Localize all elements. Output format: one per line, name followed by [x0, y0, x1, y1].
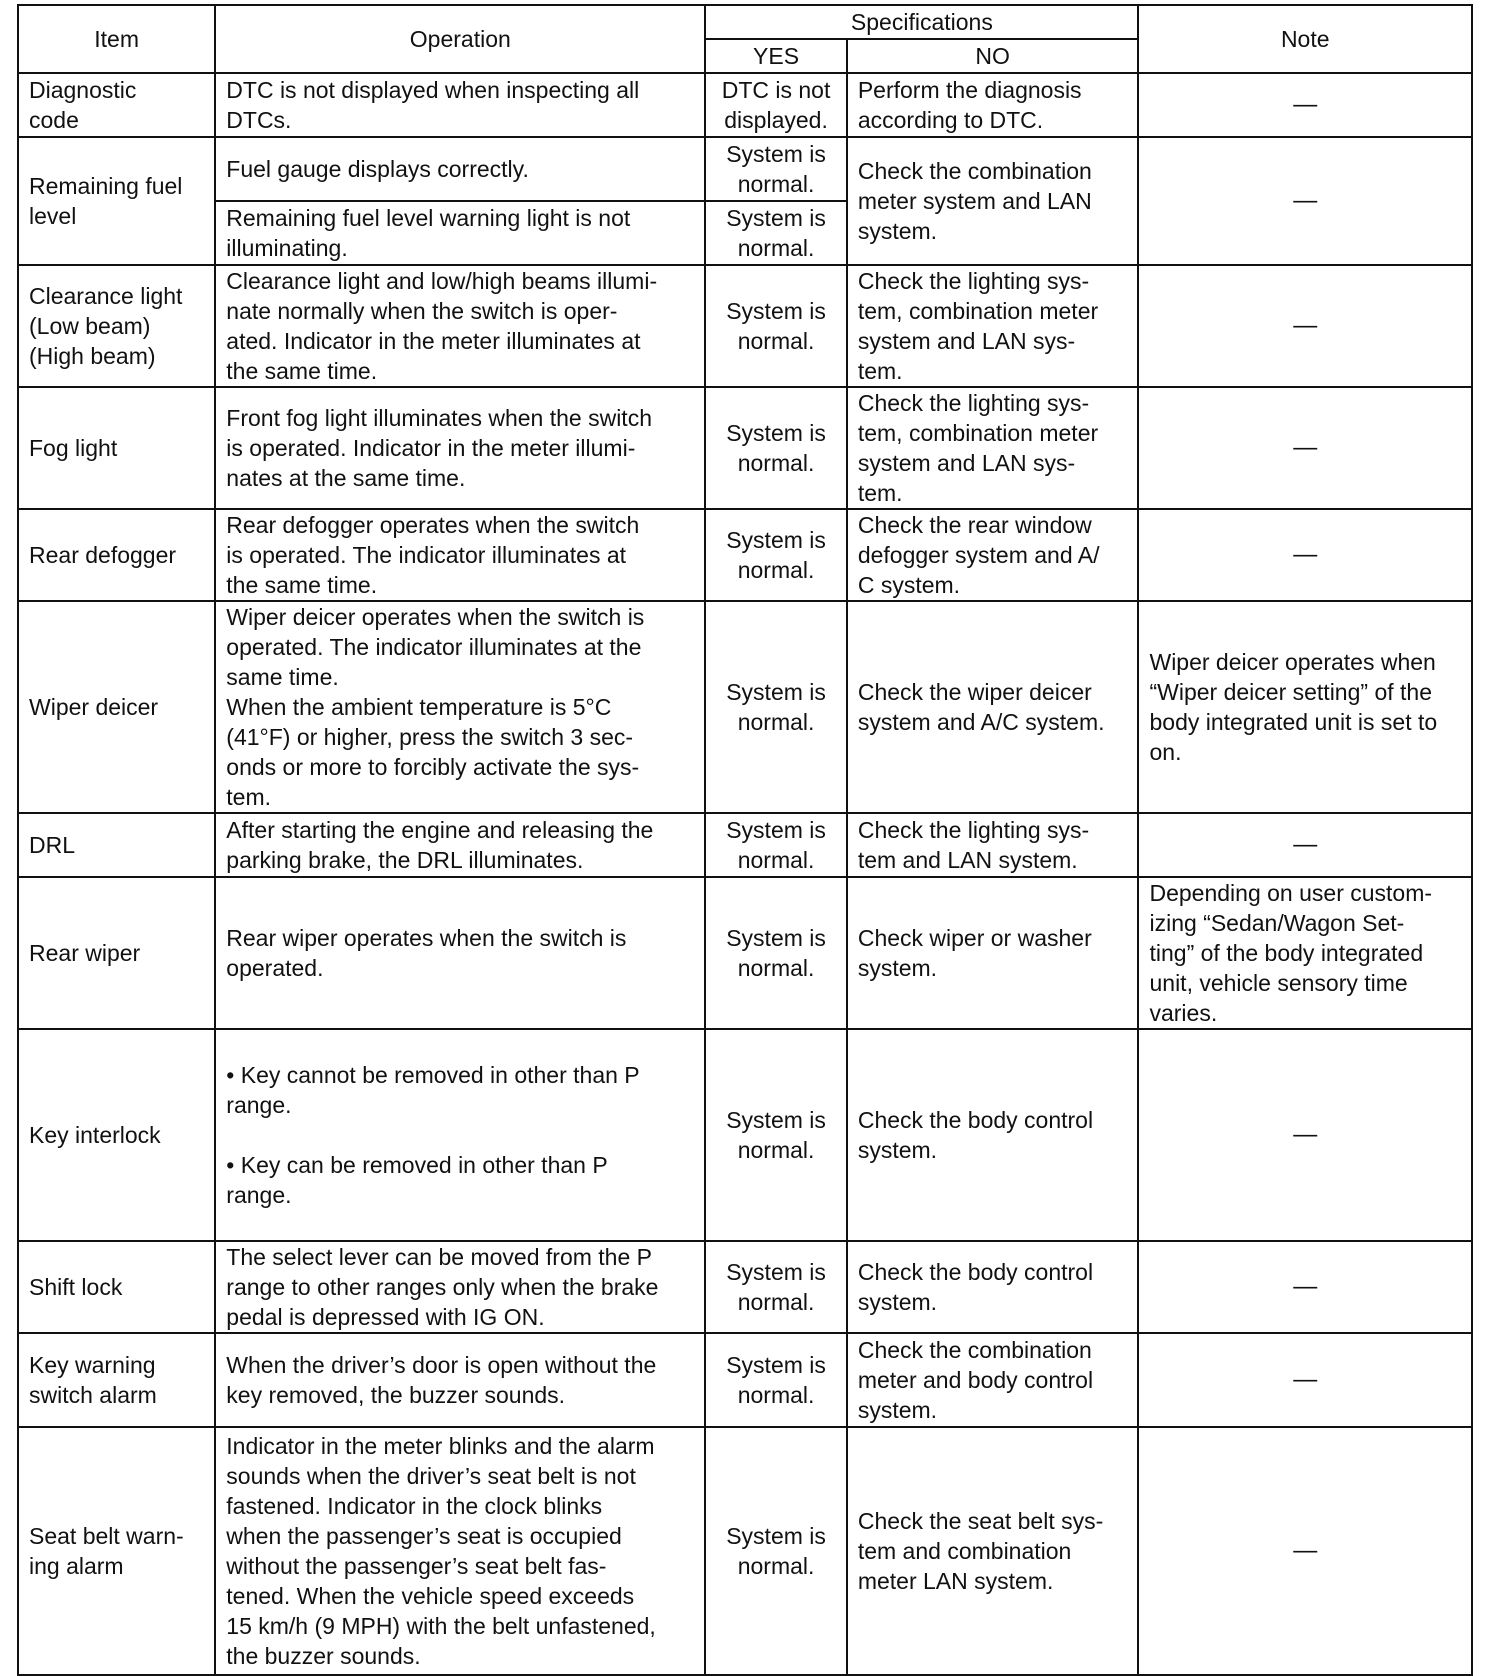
operation-cell: The select lever can be moved from the P range to other ranges only when the brake pedal is depressed with IG ON.: [215, 1241, 705, 1333]
item-cell: Rear defogger: [18, 509, 215, 601]
bullet-item: • Key can be removed in other than P range.: [226, 1152, 608, 1208]
note-cell: —: [1138, 265, 1472, 387]
table-row: [18, 813, 1472, 877]
table-row: [18, 877, 1472, 1029]
table-row: [18, 1427, 1472, 1675]
item-cell: Clearance light (Low beam) (High beam): [18, 265, 215, 387]
header-yes: YES: [705, 39, 847, 73]
operation-cell: After starting the engine and releasing the parking brake, the DRL illuminates.: [215, 813, 705, 877]
header-item: Item: [18, 5, 215, 73]
operation-cell: Rear defogger operates when the switch is operated. The indicator illuminates at the same time.: [215, 509, 705, 601]
item-cell: Key interlock: [18, 1029, 215, 1241]
table-row: [18, 73, 1472, 137]
yes-cell: System is normal.: [705, 201, 847, 265]
yes-cell: System is normal.: [705, 387, 847, 509]
header-operation: Operation: [215, 5, 705, 73]
note-cell: —: [1138, 509, 1472, 601]
table-row: [18, 1333, 1472, 1427]
bullet-item: • Key cannot be removed in other than P range.: [226, 1062, 640, 1118]
yes-cell: System is normal.: [705, 1427, 847, 1675]
no-cell: Check the body control system.: [847, 1241, 1139, 1333]
note-cell: Depending on user custom- izing “Sedan/Wagon Set- ting” of the body integrated unit, vehicle sensory time varies.: [1138, 877, 1472, 1029]
yes-cell: System is normal.: [705, 509, 847, 601]
operation-cell: Fuel gauge displays correctly.: [215, 137, 705, 201]
operation-cell: Remaining fuel level warning light is not illuminating.: [215, 201, 705, 265]
no-cell: Check wiper or washer system.: [847, 877, 1139, 1029]
item-cell: Diagnostic code: [18, 73, 215, 137]
note-cell: —: [1138, 387, 1472, 509]
item-cell: Remaining fuel level: [18, 137, 215, 265]
no-cell: Check the seat belt sys- tem and combination meter LAN system.: [847, 1427, 1139, 1675]
item-cell: Wiper deicer: [18, 601, 215, 813]
operation-cell: Clearance light and low/high beams illumi- nate normally when the switch is oper- ated. Indicator in the meter illuminates at the same time.: [215, 265, 705, 387]
operation-cell: DTC is not displayed when inspecting all DTCs.: [215, 73, 705, 137]
operation-cell: When the driver’s door is open without the key removed, the buzzer sounds.: [215, 1333, 705, 1427]
specification-table: [17, 4, 1473, 1676]
no-cell: Perform the diagnosis according to DTC.: [847, 73, 1139, 137]
header-note: Note: [1138, 5, 1472, 73]
note-cell: —: [1138, 1241, 1472, 1333]
yes-cell: System is normal.: [705, 1241, 847, 1333]
table-header: [18, 5, 1472, 73]
operation-cell: Front fog light illuminates when the switch is operated. Indicator in the meter illumi- nates at the same time.: [215, 387, 705, 509]
no-cell: Check the lighting sys- tem, combination meter system and LAN sys- tem.: [847, 265, 1139, 387]
yes-cell: DTC is not displayed.: [705, 73, 847, 137]
no-cell: Check the wiper deicer system and A/C system.: [847, 601, 1139, 813]
operation-cell: Indicator in the meter blinks and the alarm sounds when the driver’s seat belt is not fastened. Indicator in the clock blinks when the passenger’s seat is occupied without the passenger’s seat belt fas- tened. When the vehicle speed exceeds 15 km/h (9 MPH) with the belt unfastened, the buzzer sounds.: [215, 1427, 705, 1675]
no-cell: Check the combination meter and body control system.: [847, 1333, 1139, 1427]
operation-cell: [215, 1029, 705, 1241]
table-row: [18, 265, 1472, 387]
table-row: [18, 1029, 1472, 1241]
note-cell: —: [1138, 1427, 1472, 1675]
yes-cell: System is normal.: [705, 1333, 847, 1427]
operation-cell: Wiper deicer operates when the switch is operated. The indicator illuminates at the same time. When the ambient temperature is 5°C (41°F) or higher, press the switch 3 sec- onds or more to forcibly activate the sys- tem.: [215, 601, 705, 813]
no-cell: Check the lighting sys- tem, combination meter system and LAN sys- tem.: [847, 387, 1139, 509]
no-cell: Check the lighting sys- tem and LAN system.: [847, 813, 1139, 877]
note-cell: —: [1138, 1029, 1472, 1241]
item-cell: Seat belt warn- ing alarm: [18, 1427, 215, 1675]
note-cell: —: [1138, 1333, 1472, 1427]
table-row: [18, 137, 1472, 201]
note-cell: —: [1138, 813, 1472, 877]
note-cell: Wiper deicer operates when “Wiper deicer setting” of the body integrated unit is set to on.: [1138, 601, 1472, 813]
table-row: [18, 509, 1472, 601]
yes-cell: System is normal.: [705, 1029, 847, 1241]
header-specifications: Specifications: [705, 5, 1138, 39]
header-no: NO: [847, 39, 1139, 73]
no-cell: Check the body control system.: [847, 1029, 1139, 1241]
table-row: [18, 601, 1472, 813]
table-row: [18, 1241, 1472, 1333]
yes-cell: System is normal.: [705, 877, 847, 1029]
item-cell: Key warning switch alarm: [18, 1333, 215, 1427]
no-cell: Check the rear window defogger system and A/ C system.: [847, 509, 1139, 601]
yes-cell: System is normal.: [705, 601, 847, 813]
table-row: [18, 387, 1472, 509]
yes-cell: System is normal.: [705, 813, 847, 877]
item-cell: DRL: [18, 813, 215, 877]
item-cell: Shift lock: [18, 1241, 215, 1333]
item-cell: Rear wiper: [18, 877, 215, 1029]
yes-cell: System is normal.: [705, 137, 847, 201]
item-cell: Fog light: [18, 387, 215, 509]
no-cell: Check the combination meter system and LAN system.: [847, 137, 1139, 265]
note-cell: —: [1138, 73, 1472, 137]
note-cell: —: [1138, 137, 1472, 265]
operation-cell: Rear wiper operates when the switch is operated.: [215, 877, 705, 1029]
yes-cell: System is normal.: [705, 265, 847, 387]
